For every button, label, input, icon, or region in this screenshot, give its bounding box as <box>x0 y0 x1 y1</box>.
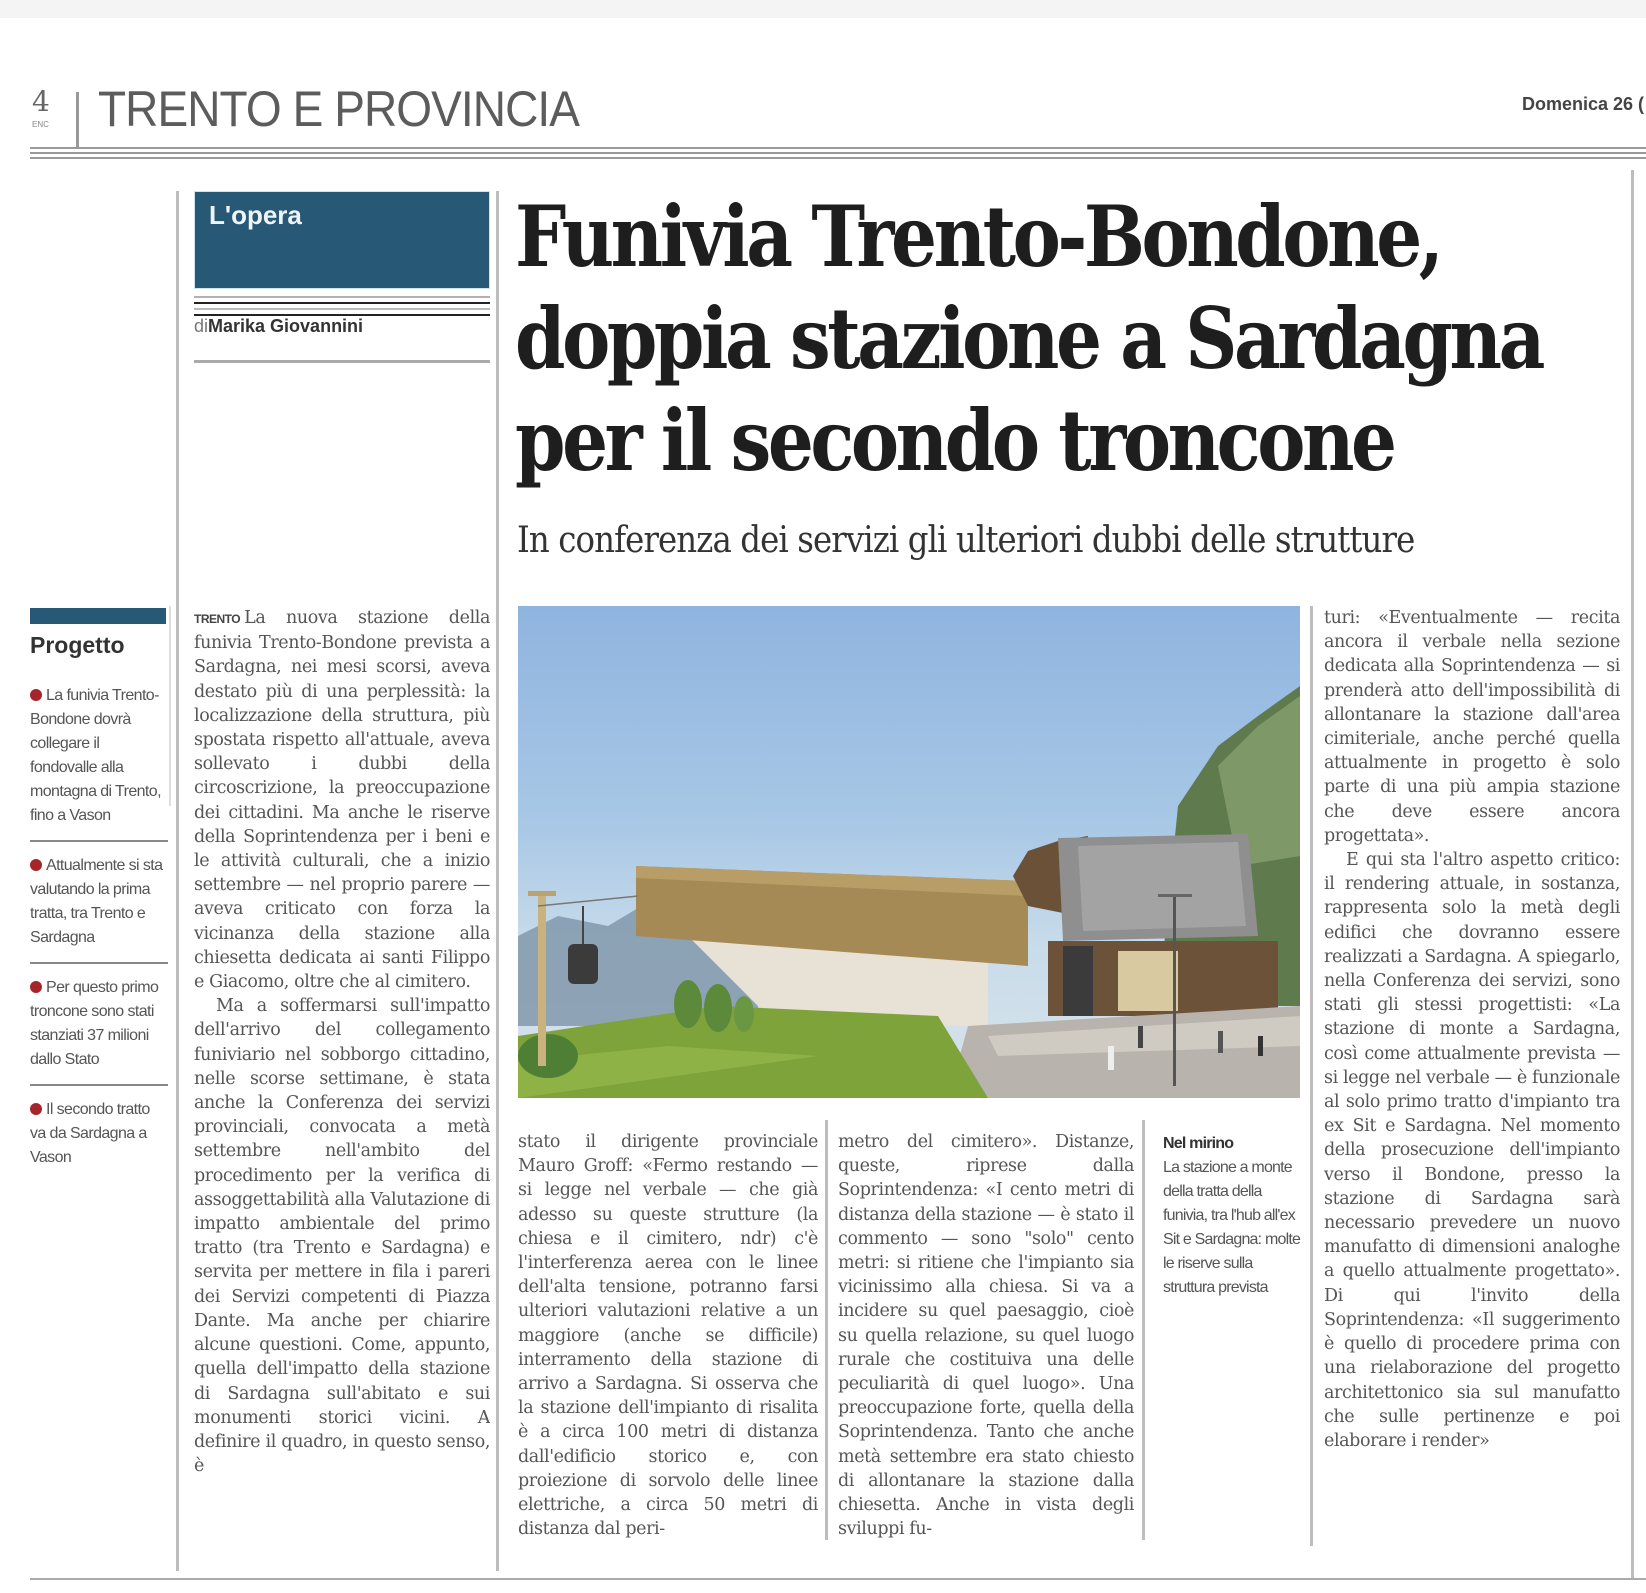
sidebar-item: Per questo primo troncone sono stati stanziati 37 milioni dallo Stato <box>30 972 168 1086</box>
byline-rule <box>194 360 490 363</box>
article-column-4 <box>1324 606 1620 1566</box>
column-rule <box>1631 170 1634 1580</box>
byline <box>194 316 363 337</box>
article-paragraph: E qui sta l'altro aspetto critico: il rendering attuale, in sostanza, rappresenta solo la metà degli edifici che dovranno essere realizzati a Sardagna. A spiegarlo, nella Conferenza dei servizi, sono stati gli stessi progettisti: «La stazione di monte a Sardagna, così come attualmente prevista — si legge nel verbale — è funzionale al solo primo tratto d'impianto tra ex Sit e Sardagna. Nel momento della prosecuzione dell'impianto verso il Bondone, presso la stazione di Sardagna sarà necessario prevedere un nuovo manufatto di dimensioni analoghe a quello attualmente progettato». Di qui l'invito della Soprintendenza: «Il suggerimento è quello di procedere prima con una rielaborazione del progetto architettonico sia sul manufatto che sulle pertinenze e poi elaborare i render» <box>1324 850 1620 1451</box>
photo-caption <box>1163 1132 1303 1300</box>
sidebar-item: Attualmente si sta valutando la prima tratta, tra Trento e Sardagna <box>30 850 168 964</box>
section-title: TRENTO E PROVINCIA <box>98 81 580 137</box>
article-paragraph: TRENTO La nuova stazione della funivia Trento-Bondone prevista a Sardagna, nei mesi scorsi, aveva destato più di una perplessità: la localizzazione della struttura, più spostata rispetto all'attuale, aveva sollevato i dubbi della circoscrizione, la preoccupazione dei cittadini. Ma anche le riserve della Soprintendenza per i beni e le attività culturali, che a inizio settembre — nel proprio parere — aveva criticato con forza la vicinanza della stazione alla chiesetta dedicata ai santi Filippo e Giacomo, oltre che al cimitero. <box>194 608 490 993</box>
scan-top-strip <box>0 0 1646 18</box>
rendering-photo <box>518 606 1300 1098</box>
page-number-sub: ENC <box>32 120 49 129</box>
article-column-1 <box>194 606 490 1546</box>
article-paragraph: metro del cimitero». Distanze, queste, riprese dalla Soprintendenza: «I cento metri di distanza della stazione — è stato il commento — sono "solo" cento metri: si ritiene che l'impianto sia vicinissimo alla chiesa. Si va a incidere su quel paesaggio, cioè su quella relazione, su quel luogo rurale che costituiva una delle peculiarità di quel luogo». Una preoccupazione forte, quella della Soprintendenza. Tanto che anche metà settembre era stato chiesto di allontanare la stazione dalla chiesetta. Anche in vista degli sviluppi fu- <box>838 1132 1134 1540</box>
header-rules <box>30 147 1646 167</box>
sidebar-list <box>30 680 168 1190</box>
page-number: 4 <box>32 85 50 118</box>
header-separator <box>76 92 79 148</box>
cable-car-station-rendering <box>518 606 1300 1098</box>
kicker-label: L'opera <box>209 200 302 230</box>
column-rule <box>176 191 179 1571</box>
headline-line: doppia stazione a Sardagna <box>515 289 1542 388</box>
byline-author: Marika Giovannini <box>208 316 364 336</box>
article-paragraph: Ma a soffermarsi sull'impatto dell'arrivo del collegamento funiviario nel sobborgo cittadino, nelle scorse settimane, è stata anche la Conferenza dei servizi provinciali, convocata a metà settembre nell'ambito del procedimento per la verifica di assoggettabilità alla Valutazione di impatto ambientale del primo tratto (tra Trento e Sardagna) e servita per mettere in fila i pareri dei Servizi competenti di Piazza Dante. Ma anche per chiarire alcune questioni. Come, appunto, quella dell'impatto della stazione di Sardagna sull'abitato e sui monumenti storici vicini. A definire il quadro, in questo senso, è <box>194 996 490 1477</box>
caption-text: La stazione a monte della tratta della funivia, tra l'hub all'ex Sit e Sardagna: molte le riserve sulla struttura prevista <box>1163 1159 1301 1296</box>
column-rule <box>825 1120 828 1540</box>
article-column-2 <box>518 1130 818 1550</box>
bottom-rule <box>30 1578 1646 1580</box>
column-rule <box>1310 606 1313 1546</box>
caption-title: Nel mirino <box>1163 1135 1234 1152</box>
sidebar-item: La funivia Trento-Bondone dovrà collegare il fondovalle alla montagna di Trento, fino a Vason <box>30 680 168 842</box>
article-paragraph: stato il dirigente provinciale Mauro Groff: «Fermo restando — si legge nel verbale — che già adesso su queste strutture (la chiesa e il cimitero, ndr) c'è l'interferenza aerea con le linee dell'alta tensione, potranno farsi ulteriori valutazioni relative a un maggiore (anche se difficile) interramento della stazione di arrivo a Sardagna. Si osserva che la stazione dell'impianto di risalita è a circa 100 metri di distanza dall'edificio storico e, con proiezione di sorvolo delle linee elettriche, a circa 50 metri di distanza dal peri- <box>518 1132 818 1540</box>
bullet-icon <box>30 859 42 871</box>
sidebar-item: Il secondo tratto va da Sardagna a Vason <box>30 1101 150 1166</box>
column-rule <box>496 191 499 1571</box>
article-paragraph: turi: «Eventualmente — recita ancora il verbale nella sezione dedicata alla Soprintendenza — si prenderà atto dell'impossibilità di allontanare la stazione dall'area cimiteriale, anche perché quella attualmente in progetto è solo parte di una più ampia stazione che deve essere ancora progettata». <box>1324 608 1620 846</box>
headline-line: Funivia Trento-Bondone, <box>515 187 1441 286</box>
sidebar-title: Progetto <box>30 632 125 658</box>
kicker-rules <box>194 292 490 316</box>
bullet-icon <box>30 981 42 993</box>
subheadline: In conferenza dei servizi gli ulteriori dubbi delle strutture <box>517 520 1415 561</box>
kicker-box <box>194 191 490 289</box>
bullet-icon <box>30 689 42 701</box>
byline-prefix: di <box>194 316 209 336</box>
headline-line: per il secondo troncone <box>515 391 1394 490</box>
headline <box>515 186 1542 492</box>
dateline: TRENTO <box>194 612 241 626</box>
header-date: Domenica 26 ( <box>1522 94 1645 114</box>
column-rule <box>1142 1120 1145 1540</box>
sidebar-color-bar <box>30 608 166 624</box>
article-column-3 <box>838 1130 1134 1550</box>
bullet-icon <box>30 1103 42 1115</box>
column-rule <box>169 606 171 806</box>
